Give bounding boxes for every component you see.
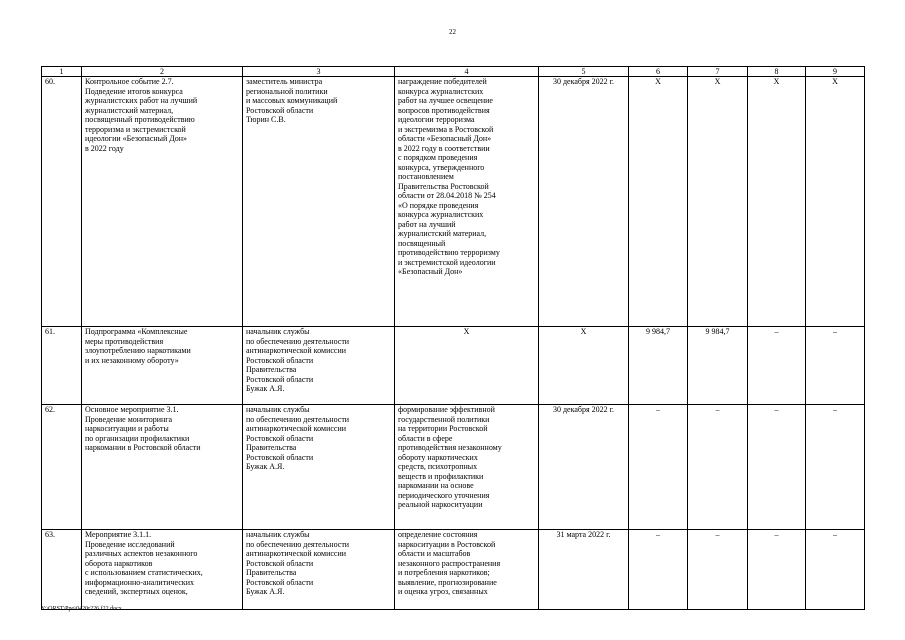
expected-result-line: идеологии терроризма (398, 115, 475, 124)
value-col7 (688, 77, 748, 327)
value-col7-text: 9 984,7 (705, 327, 730, 336)
responsible-person-line: по обеспечению деятельности (246, 336, 350, 346)
responsible-person (243, 77, 395, 327)
responsible-person-line: Бужак А.Я. (246, 384, 285, 393)
event-description-line: терроризма и экстремистской (85, 124, 186, 134)
responsible-person-line: Ростовской области (246, 558, 314, 568)
value-col7-text: Х (714, 77, 721, 86)
event-description-line: Основное мероприятие 3.1. (85, 405, 179, 414)
expected-result-line: «Безопасный Дон» (398, 267, 463, 276)
expected-result-line: и экстремистской идеологии (398, 257, 496, 267)
expected-result (395, 530, 539, 610)
responsible-person-line: Ростовской области (246, 355, 314, 365)
row-number (42, 77, 82, 327)
expected-result-line: области от 28.04.2018 № 254 (398, 191, 496, 200)
value-col7 (688, 327, 748, 405)
event-description-line: журналистских работ на лучший (85, 96, 198, 105)
header-cell-5: 5 (539, 67, 629, 77)
expected-result-line: «О порядке проведения (398, 200, 479, 210)
deadline-date (539, 77, 629, 327)
expected-result-line: работ на лучшее освещение (398, 96, 493, 105)
header-cell-8: 8 (748, 67, 806, 77)
expected-result-line: периодического уточнения (398, 490, 490, 500)
deadline-date-text: 30 декабря 2022 г. (552, 405, 615, 414)
expected-result-line: работ на лучший (398, 219, 456, 229)
expected-result-line: области и масштабов (398, 549, 471, 558)
responsible-person-line: антинаркотической комиссии (246, 549, 347, 558)
event-description (82, 530, 243, 610)
value-col9 (806, 77, 865, 327)
responsible-person (243, 530, 395, 610)
expected-result-line: наркоситуации в Ростовской (398, 539, 496, 549)
event-description-line: и их незаконному обороту» (85, 355, 179, 365)
expected-result-line: средств, психотропных (398, 462, 478, 471)
responsible-person-line: Ростовской области (246, 452, 314, 462)
expected-result-line: в 2022 году в соответствии (398, 143, 490, 153)
header-cell-4: 4 (395, 67, 539, 77)
row-number (42, 327, 82, 405)
value-col6 (629, 405, 688, 530)
event-description-line: злоупотреблению наркотиками (85, 346, 191, 355)
expected-result-line: выявление, прогнозирование (398, 577, 497, 587)
value-col6-text: Х (655, 77, 661, 86)
expected-result-line: обороту наркотических (398, 452, 478, 462)
responsible-person (243, 327, 395, 405)
responsible-person-line: Правительства (246, 365, 297, 374)
responsible-person-line: и массовых коммуникаций (246, 96, 338, 105)
value-col9 (806, 405, 865, 530)
responsible-person-line: Ростовской области (246, 577, 314, 587)
value-col9 (806, 327, 865, 405)
responsible-person-line: по обеспечению деятельности (246, 539, 350, 549)
expected-result-line: незаконного распространения (398, 558, 501, 568)
expected-result-line: противодействию терроризму (398, 248, 500, 257)
expected-result-line: области в сфере (398, 433, 453, 443)
value-col8 (748, 405, 806, 530)
value-col8-text: – (774, 530, 779, 539)
value-col9-text: Х (832, 77, 838, 86)
expected-result-line: Правительства Ростовской (398, 181, 489, 191)
event-description-line: посвященный противодействию (85, 115, 195, 124)
plan-table (41, 66, 865, 610)
responsible-person-line: начальник службы (246, 530, 310, 539)
expected-result-line: и потребления наркотиков; (398, 568, 490, 577)
responsible-person-line: антинаркотической комиссии (246, 424, 347, 433)
event-description-line: меры противодействия (85, 336, 164, 346)
row-number (42, 405, 82, 530)
value-col6-text: 9 984,7 (646, 327, 670, 336)
expected-result-line: конкурса журналистских (398, 86, 484, 96)
expected-result-line: государственной политики (398, 414, 490, 424)
event-description-line: оборота наркотиков (85, 558, 153, 568)
table-row (42, 77, 865, 327)
header-cell-1: 1 (42, 67, 82, 77)
expected-result-line: журналистский материал, (398, 229, 487, 238)
responsible-person-line: начальник службы (246, 327, 310, 336)
expected-result (395, 77, 539, 327)
document-file-path: Y:\ORST\Ppo\0420r226.f22.docx (41, 606, 122, 612)
event-description-line: Мероприятие 3.1.1. (85, 530, 152, 539)
event-description-line: наркомании в Ростовской области (85, 443, 201, 452)
event-description (82, 405, 243, 530)
event-description-line: журналистский материал, (85, 105, 174, 115)
table-row (42, 327, 865, 405)
expected-result-line: Х (463, 327, 470, 336)
responsible-person-line: Ростовской области (246, 105, 314, 115)
header-row (42, 67, 865, 77)
table-row (42, 405, 865, 530)
event-description-line: в 2022 году (85, 143, 124, 153)
expected-result-line: на территории Ростовской (398, 424, 488, 433)
deadline-date (539, 405, 629, 530)
event-description-line: идеологии «Безопасный Дон» (85, 134, 188, 143)
event-description-line: Подпрограмма «Комплексные (85, 327, 188, 336)
value-col8 (748, 327, 806, 405)
value-col8-text: – (774, 327, 779, 336)
event-description-line: Подведение итогов конкурса (85, 86, 183, 96)
responsible-person-line: Бужак А.Я. (246, 587, 285, 596)
responsible-person-line: Ростовской области (246, 374, 314, 384)
value-col6 (629, 327, 688, 405)
row-number-text: 62. (45, 405, 55, 414)
deadline-date-text: 30 декабря 2022 г. (552, 77, 615, 86)
page-number: 22 (449, 28, 456, 36)
responsible-person-line: Правительства (246, 443, 297, 452)
deadline-date-text: Х (580, 327, 587, 336)
event-description-line: наркоситуации и работы (85, 424, 169, 433)
value-col6 (629, 77, 688, 327)
event-description-line: сведений, экспертных оценок, (85, 587, 188, 596)
responsible-person-line: Ростовской области (246, 433, 314, 443)
expected-result-line: вопросов противодействия (398, 105, 490, 115)
value-col9-text: – (833, 327, 837, 336)
value-col6-text: – (656, 405, 660, 414)
event-description-line: Проведение мониторинга (85, 414, 173, 424)
value-col6-text: – (656, 530, 660, 539)
event-description (82, 77, 243, 327)
value-col9-text: – (833, 405, 837, 414)
expected-result-line: реальной наркоситуации (398, 500, 483, 509)
expected-result-line: и оценка угроз, связанных (398, 587, 488, 596)
event-description-line: Проведение исследований (85, 539, 175, 549)
value-col9-text: – (833, 530, 837, 539)
responsible-person-line: Бужак А.Я. (246, 462, 285, 471)
event-description-line: по организации профилактики (85, 433, 190, 443)
value-col7-text: – (715, 530, 720, 539)
deadline-date (539, 530, 629, 610)
row-number (42, 530, 82, 610)
responsible-person-line: заместитель министра (246, 77, 323, 86)
value-col7 (688, 405, 748, 530)
event-description-line: с использованием статистических, (85, 568, 203, 577)
table-row (42, 530, 865, 610)
event-description-line: Контрольное событие 2.7. (85, 77, 174, 86)
expected-result-line: посвященный (398, 238, 446, 248)
deadline-date (539, 327, 629, 405)
header-cell-2: 2 (82, 67, 243, 77)
header-cell-7: 7 (688, 67, 748, 77)
value-col8 (748, 530, 806, 610)
responsible-person-line: начальник службы (246, 405, 310, 414)
responsible-person (243, 405, 395, 530)
value-col6 (629, 530, 688, 610)
expected-result-line: наркомании на основе (398, 481, 474, 490)
row-number-text: 61. (45, 327, 55, 336)
expected-result (395, 405, 539, 530)
expected-result-line: конкурса журналистских (398, 210, 484, 219)
expected-result-line: постановлением (398, 172, 454, 181)
expected-result-line: определение состояния (398, 530, 478, 539)
responsible-person-line: региональной политики (246, 86, 328, 96)
deadline-date-text: 31 марта 2022 г. (556, 530, 611, 539)
event-description-line: информационно-аналитических (85, 577, 194, 587)
value-col8-text: Х (773, 77, 780, 86)
header-cell-9: 9 (806, 67, 865, 77)
expected-result-line: конкурса, утвержденного (398, 162, 485, 172)
value-col9 (806, 530, 865, 610)
value-col7-text: – (715, 405, 720, 414)
row-number-text: 63. (45, 530, 55, 539)
row-number-text: 60. (45, 77, 55, 86)
value-col7 (688, 530, 748, 610)
header-cell-6: 6 (629, 67, 688, 77)
expected-result-line: награждение победителей (398, 77, 487, 86)
event-description (82, 327, 243, 405)
header-cell-3: 3 (243, 67, 395, 77)
expected-result-line: с порядком проведения (398, 153, 478, 162)
expected-result-line: области «Безопасный Дон» (398, 134, 492, 143)
responsible-person-line: по обеспечению деятельности (246, 414, 350, 424)
value-col8-text: – (774, 405, 779, 414)
expected-result-line: веществ и профилактики (398, 471, 484, 481)
value-col8 (748, 77, 806, 327)
event-description-line: различных аспектов незаконного (85, 549, 198, 558)
expected-result (395, 327, 539, 405)
responsible-person-line: антинаркотической комиссии (246, 346, 347, 355)
responsible-person-line: Правительства (246, 568, 297, 577)
expected-result-line: противодействия незаконному (398, 443, 502, 452)
expected-result-line: формирование эффективной (398, 405, 495, 414)
responsible-person-line: Тюрин С.В. (246, 115, 286, 124)
expected-result-line: и экстремизма в Ростовской (398, 124, 494, 134)
